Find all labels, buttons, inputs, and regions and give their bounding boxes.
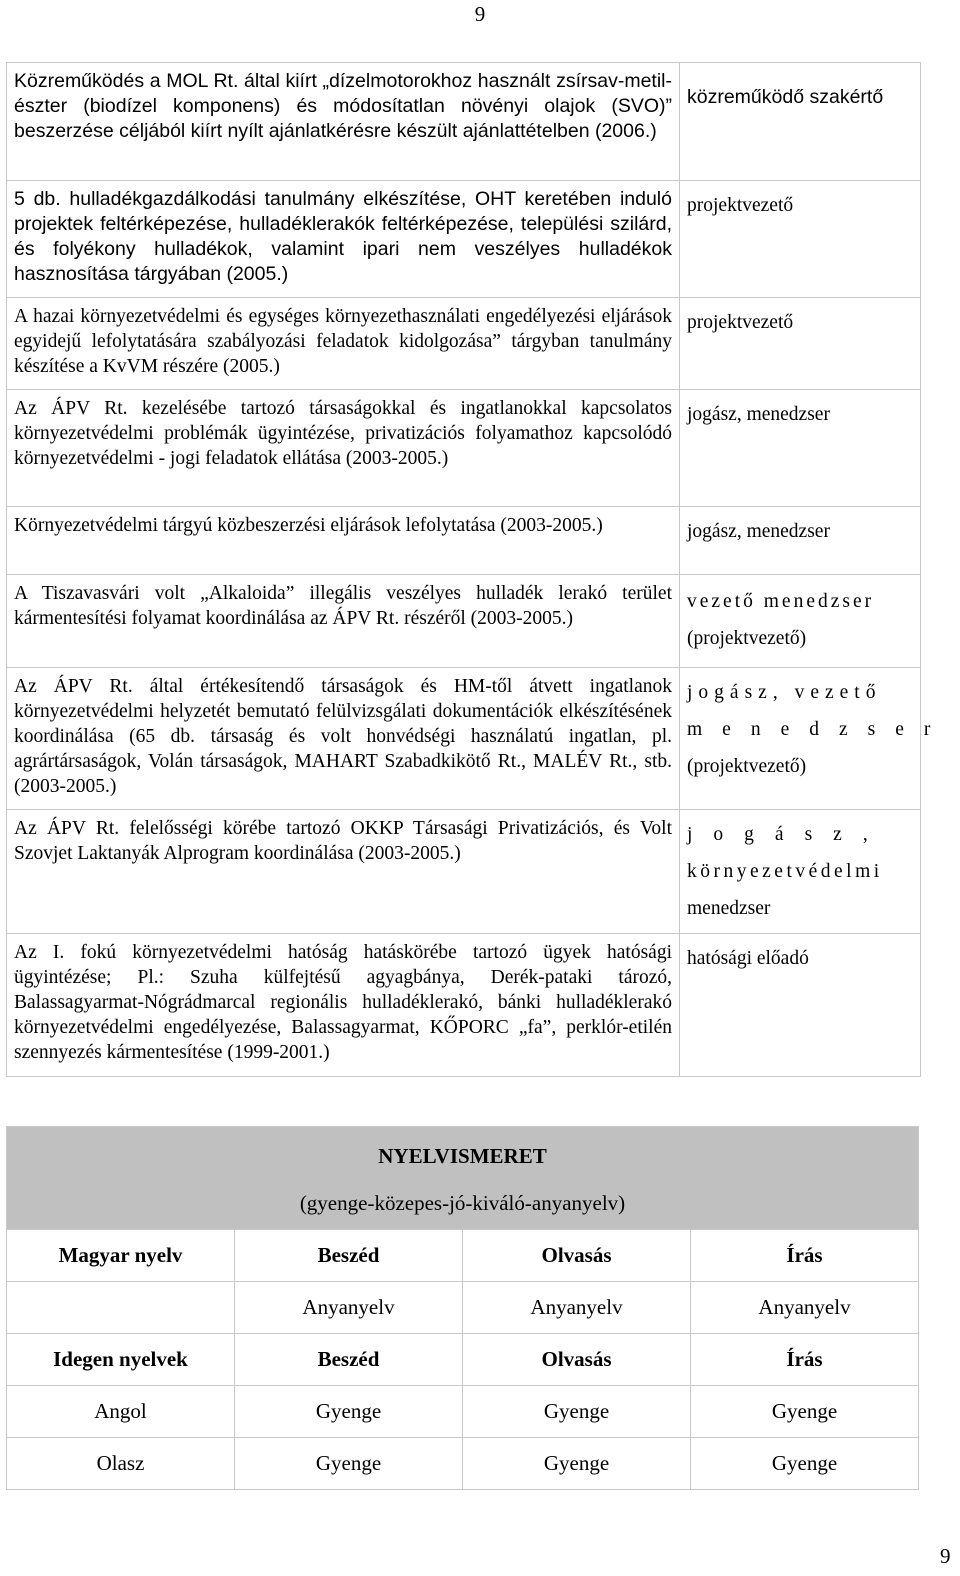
experience-description: Az I. fokú környezetvédelmi hatóság hatáskörébe tartozó ügyek hatósági ügyintézése; Pl.: Szuha külfejtésű agyagbánya, Derék-pataki tározó, Balassagyarmat-Nógrádmarcal regionális hulladéklerakó, bánki hulladéklerakó környezetvédelmi engedélyezése, Balassagyarmat, KŐPORC „fa”, perklór-etilén szennyezés kármentesítése (1999-2001.)	[7, 934, 680, 1077]
table-row	[7, 1282, 919, 1334]
experience-description: 5 db. hulladékgazdálkodási tanulmány elkészítése, OHT keretében induló projektek feltérképezése, hulladéklerakók feltérképezése, települési szilárd, és folyékony hulladékok, valamint ipari nem veszélyes hulladékok hasznosítása tárgyában (2005.)	[7, 181, 680, 298]
table-row	[7, 1127, 919, 1230]
foreign-language-label: Idegen nyelvek	[7, 1334, 235, 1386]
experience-role	[680, 668, 951, 810]
role-line: jogász, vezető	[687, 682, 882, 703]
experience-description: A hazai környezetvédelmi és egységes környezethasználati engedélyezési eljárások egyidejű lefolytatására szabályozási feladatok kidolgozása” tárgyban tanulmány készítése a KvVM részére (2005.)	[7, 298, 680, 390]
column-header: Írás	[691, 1334, 919, 1386]
experience-description: Az ÁPV Rt. által értékesítendő társaságok és HM-től átvett ingatlanok környezetvédelmi helyzetét bemutató felülvizsgálati dokumentációk elkészítésének koordinálása (65 db. társaság és volt honvédségi használatú ingatlan, pl. agrártársaságok, Volán társaságok, MAHART Szabadkikötő Rt., MALÉV Rt., stb. (2003-2005.)	[7, 668, 680, 810]
page-number-bottom: 9	[940, 1544, 951, 1568]
table-cell: Gyenge	[235, 1386, 463, 1438]
language-name: Angol	[7, 1386, 235, 1438]
language-table	[6, 1126, 919, 1490]
experience-role: jogász, menedzser	[680, 507, 921, 575]
table-row	[7, 1230, 919, 1282]
role-line: vezető menedzser	[687, 591, 875, 612]
table-row	[7, 1334, 919, 1386]
experience-description: A Tiszavasvári volt „Alkaloida” illegális veszélyes hulladék lerakó terület kármentesítési folyamat koordinálása az ÁPV Rt. részéről (2003-2005.)	[7, 575, 680, 668]
experience-role: projektvezető	[680, 298, 921, 390]
experience-table	[6, 62, 951, 1077]
table-cell: Gyenge	[691, 1438, 919, 1490]
experience-role: közreműködő szakértő	[680, 63, 921, 181]
role-line: jogász,	[687, 824, 889, 845]
table-cell: Anyanyelv	[691, 1282, 919, 1334]
table-cell: Gyenge	[235, 1438, 463, 1490]
column-header: Beszéd	[235, 1334, 463, 1386]
role-line: környezetvédelmi	[687, 861, 883, 882]
language-title: NYELVISMERET	[378, 1144, 547, 1168]
experience-role: hatósági előadó	[680, 934, 921, 1077]
table-cell: Gyenge	[463, 1438, 691, 1490]
column-header: Írás	[691, 1230, 919, 1282]
table-row	[7, 934, 921, 1077]
table-cell: Anyanyelv	[463, 1282, 691, 1334]
table-row	[7, 298, 921, 390]
table-row	[7, 1438, 919, 1490]
experience-description: Az ÁPV Rt. kezelésébe tartozó társaságokkal és ingatlanokkal kapcsolatos környezetvédelmi problémák ügyintézése, privatizációs folyamathoz kapcsolódó környezetvédelmi - jogi feladatok ellátása (2003-2005.)	[7, 390, 680, 507]
experience-role: projektvezető	[680, 181, 921, 298]
role-line: menedzser	[687, 719, 951, 740]
column-header: Olvasás	[463, 1334, 691, 1386]
table-row	[7, 507, 921, 575]
role-line: menedzser	[687, 898, 771, 919]
column-header: Olvasás	[463, 1230, 691, 1282]
language-name: Olasz	[7, 1438, 235, 1490]
table-cell: Gyenge	[463, 1386, 691, 1438]
table-cell: Anyanyelv	[235, 1282, 463, 1334]
table-row	[7, 181, 921, 298]
table-row	[7, 668, 921, 810]
experience-description: Az ÁPV Rt. felelősségi körébe tartozó OKKP Társasági Privatizációs, és Volt Szovjet Laktanyák Alprogram koordinálása (2003-2005.)	[7, 810, 680, 934]
table-row	[7, 390, 921, 507]
language-subtitle: (gyenge-közepes-jó-kiváló-anyanyelv)	[299, 1191, 626, 1215]
table-row	[7, 575, 921, 668]
page-number-top: 9	[474, 2, 486, 26]
language-header	[7, 1127, 919, 1230]
experience-description: Környezetvédelmi tárgyú közbeszerzési eljárások lefolytatása (2003-2005.)	[7, 507, 680, 575]
table-row	[7, 810, 921, 934]
table-cell	[7, 1282, 235, 1334]
table-row	[7, 63, 921, 181]
native-language-label: Magyar nyelv	[7, 1230, 235, 1282]
experience-role	[680, 810, 921, 934]
table-row	[7, 1386, 919, 1438]
column-header: Beszéd	[235, 1230, 463, 1282]
role-line: (projektvezető)	[687, 756, 807, 777]
role-line: (projektvezető)	[687, 628, 807, 649]
experience-role	[680, 575, 921, 668]
table-cell: Gyenge	[691, 1386, 919, 1438]
experience-role: jogász, menedzser	[680, 390, 921, 507]
experience-description: Közreműködés a MOL Rt. által kiírt „dízelmotorokhoz használt zsírsav-metil-észter (biodízel komponens) és módosítatlan növényi olajok (SVO)” beszerzése céljából kiírt nyílt ajánlatkérésre készült ajánlattételben (2006.)	[7, 63, 680, 181]
